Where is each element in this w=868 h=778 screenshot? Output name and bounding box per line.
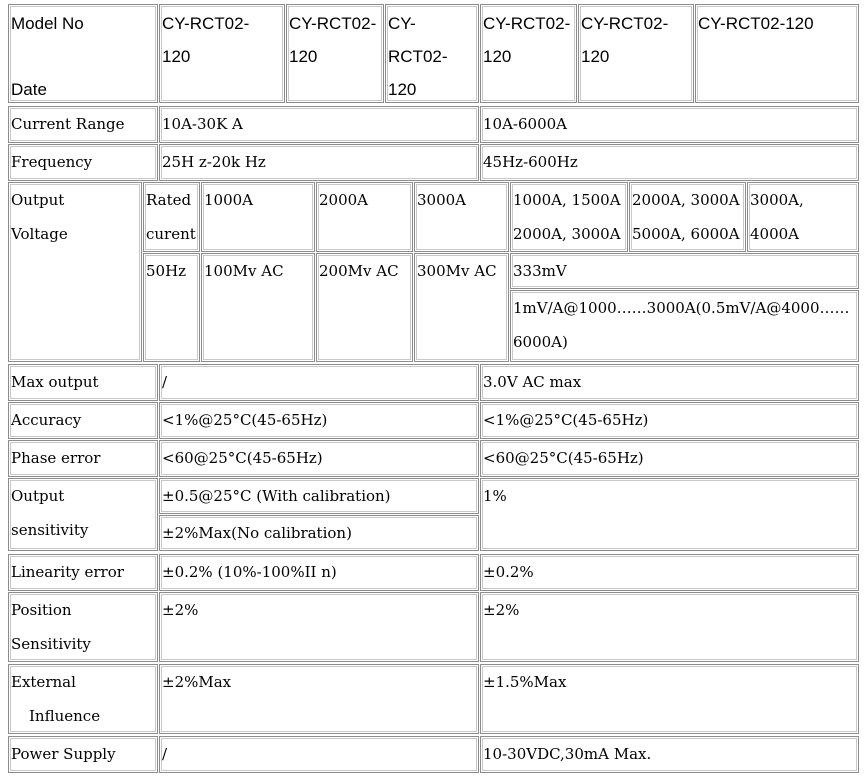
phase-error-left: <60@25°C(45-65Hz): [159, 440, 479, 477]
position-sensitivity-right: ±2%: [480, 592, 859, 662]
accuracy-right: <1%@25°C(45-65Hz): [480, 402, 859, 439]
right-rated-3: [747, 182, 859, 252]
output-sensitivity-left-bottom: ±2%Max(No calibration): [159, 515, 479, 551]
output-sensitivity-left-top: ±0.5@25°C (With calibration): [159, 478, 479, 514]
frequency-left: 25H z-20k Hz: [159, 144, 479, 181]
model-header-2-line2: 120: [289, 47, 318, 66]
model-header-2: [286, 4, 384, 103]
linearity-error-left: ±0.2% (10%-100%II n): [159, 554, 479, 591]
model-header-4-line2: 120: [483, 47, 512, 66]
right-rated-2: [629, 182, 746, 252]
right-rated-1-line2: 2000A, 3000A: [513, 225, 621, 243]
rated-label-line2: curent: [146, 225, 196, 243]
right-rated-1: [510, 182, 628, 252]
position-sensitivity-label-line2: Sensitivity: [11, 635, 91, 653]
model-header-2-line1: CY-RCT02-: [289, 14, 377, 33]
power-supply-left: /: [159, 736, 479, 773]
max-output-right: 3.0V AC max: [480, 364, 859, 401]
current-range-label: Current Range: [8, 106, 158, 143]
right-rated-2-line1: 2000A, 3000A: [632, 191, 740, 209]
model-header-3-line1: CY-: [388, 14, 416, 33]
rated-current-label: [143, 182, 200, 252]
right-rated-3-line2: [750, 251, 856, 252]
current-range-right: 10A-6000A: [480, 106, 859, 143]
output-voltage-label-line1: Output: [11, 191, 65, 209]
output-note: [510, 290, 859, 362]
output-sensitivity-label-line1: Output: [11, 487, 65, 505]
model-header-4-line1: CY-RCT02-: [483, 14, 571, 33]
accuracy-label: Accuracy: [8, 402, 158, 439]
external-influence-left: ±2%Max: [159, 664, 479, 734]
model-header-1: [159, 4, 285, 103]
model-header-1-line2: 120: [162, 47, 191, 66]
power-supply-label: Power Supply: [8, 736, 158, 773]
power-supply-right: 10-30VDC,30mA Max.: [480, 736, 859, 773]
right-rated-2-line2: 5000A, 6000A: [632, 225, 740, 243]
position-sensitivity-label-line1: Position: [11, 601, 72, 619]
rated-value-3000a: 3000A: [414, 182, 509, 252]
model-header-4: [480, 4, 577, 103]
external-influence-label-line2: Influence: [29, 707, 101, 725]
position-sensitivity-left: ±2%: [159, 592, 479, 662]
output-voltage-label-line2: Voltage: [11, 225, 68, 243]
output-300mv: 300Mv AC: [414, 253, 509, 362]
phase-error-label: Phase error: [8, 440, 158, 477]
position-sensitivity-label: [8, 592, 158, 662]
frequency-right: 45Hz-600Hz: [480, 144, 859, 181]
accuracy-left: <1%@25°C(45-65Hz): [159, 402, 479, 439]
max-output-left: /: [159, 364, 479, 401]
date-label: Date: [11, 80, 47, 99]
rated-value-2000a: 2000A: [316, 182, 413, 252]
frequency-label: Frequency: [8, 144, 158, 181]
model-header-3-line3: 120: [388, 80, 417, 99]
model-header-6: [695, 4, 859, 103]
output-200mv: 200Mv AC: [316, 253, 413, 362]
external-influence-right: ±1.5%Max: [480, 664, 859, 734]
model-header-5: [578, 4, 694, 103]
model-header-5-line2: 120: [581, 47, 610, 66]
phase-error-right: <60@25°C(45-65Hz): [480, 440, 859, 477]
output-voltage-label: [8, 182, 142, 362]
output-sensitivity-label-line2: sensitivity: [11, 521, 89, 539]
output-100mv: 100Mv AC: [201, 253, 315, 362]
external-influence-label-line1: External: [11, 673, 76, 691]
header-model-date-cell: [8, 4, 158, 103]
rated-value-1000a: 1000A: [201, 182, 315, 252]
model-no-label: Model No: [11, 14, 84, 33]
output-sensitivity-label: [8, 478, 158, 551]
external-influence-label: [8, 664, 158, 734]
right-rated-1-line1: 1000A, 1500A: [513, 191, 621, 209]
model-header-1-line1: CY-RCT02-: [162, 14, 250, 33]
linearity-error-label: Linearity error: [8, 554, 158, 591]
output-note-line2: 6000A): [513, 333, 568, 351]
current-range-left: 10A-30K A: [159, 106, 479, 143]
model-header-3: [385, 4, 479, 103]
max-output-label: Max output: [8, 364, 158, 401]
model-header-3-line2: RCT02-: [388, 47, 448, 66]
output-note-line1: 1mV/A@1000……3000A(0.5mV/A@4000……: [513, 299, 850, 317]
output-sensitivity-right: 1%: [480, 478, 859, 551]
rated-label-line1: Rated: [146, 191, 192, 209]
model-header-6-line1: CY-RCT02-120: [698, 14, 814, 33]
linearity-error-right: ±0.2%: [480, 554, 859, 591]
right-rated-3-line1: 3000A, 4000A: [750, 191, 804, 243]
model-header-5-line1: CY-RCT02-: [581, 14, 669, 33]
output-333mv: 333mV: [510, 253, 859, 289]
output-freq-50hz: 50Hz: [143, 253, 200, 362]
